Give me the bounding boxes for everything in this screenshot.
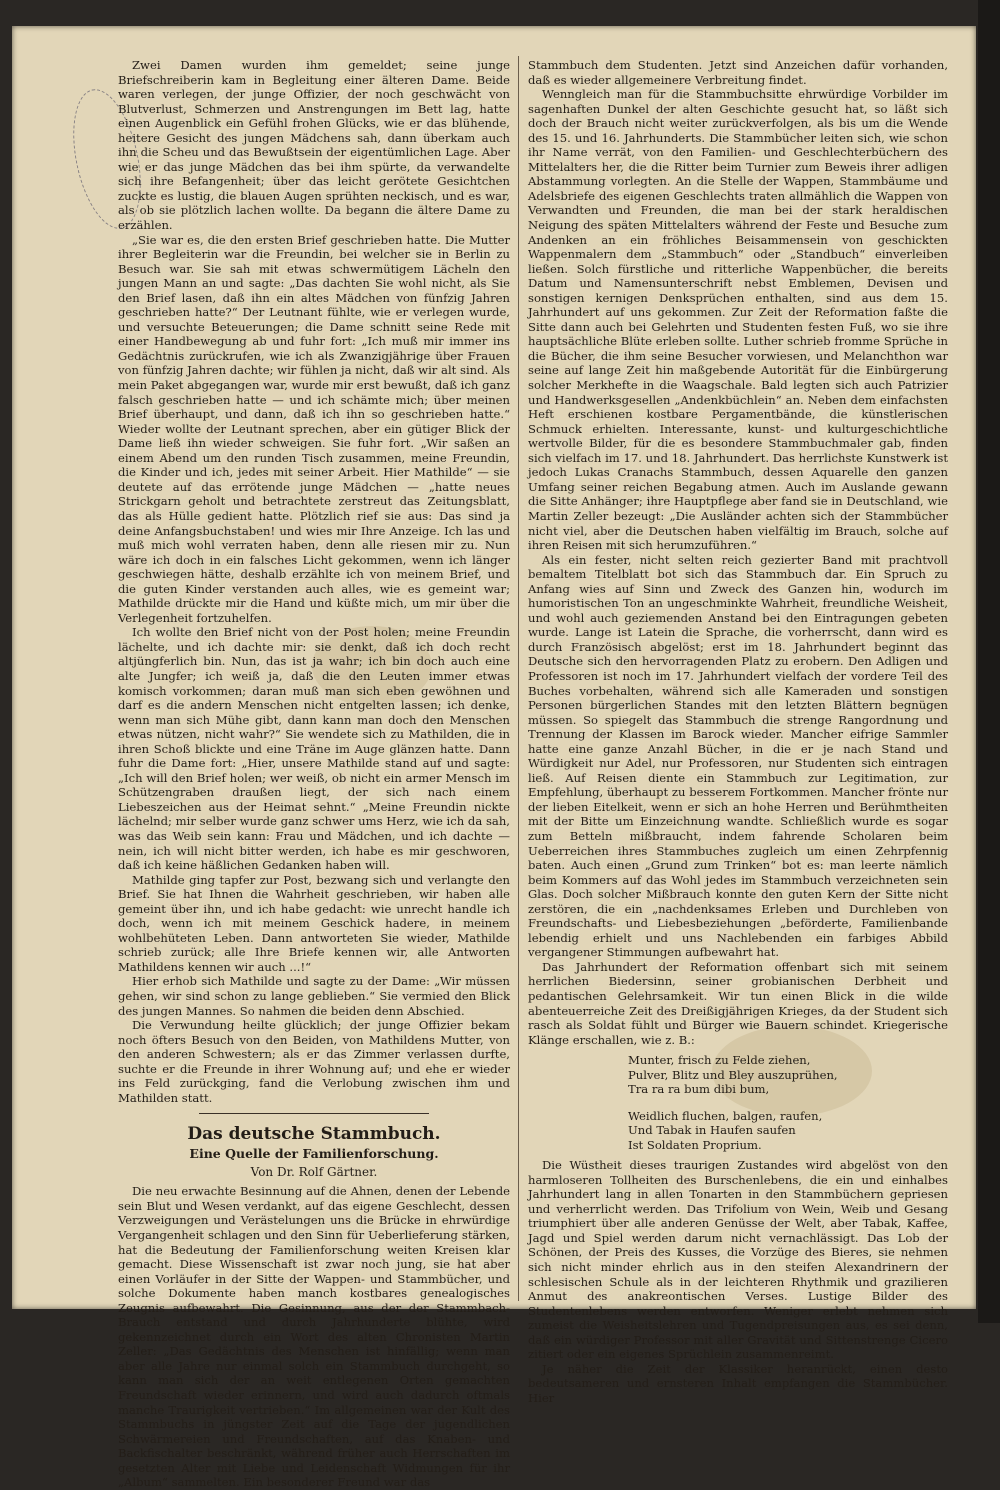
paragraph: Wenngleich man für die Stammbuchsitte ehrwürdige Vorbilder im sagenhaften Dunkel der alten Geschichte gesucht hat, so läßt sich doch der Brauch nicht weiter zurückverfolgen, als bis um die Wende des 15. und 16. Jahrhunderts. Die Stammbücher leiten sich, wie schon ihr Name verrät, von den Familien- und Geschlechterbüchern des Mittelalters her, die die Ritter beim Turnier zum Beweis ihrer adligen Abstammung vorlegten. An die Stelle der Wappen, Stammbäume und Adelsbriefe des eigenen Geschlechts traten allmählich die Wappen von Verwandten und Freunden, die man bei der stark heraldischen Neigung des späten Mittelalters während der Feste und Besuche zum Andenken an ein fröhliches Beisammensein von geschickten Wappenmalern dem „Stammbuch“ oder „Standbuch“ einverleiben ließen. Solch fürstliche und ritterliche Wappenbücher, die bereits Datum und Namensunterschrift nebst Emblemen, Devisen und sonstigen kernigen Denksprüchen enthalten, sind aus dem 15. Jahrhundert auf uns gekommen. Zur Zeit der Reformation faßte die Sitte dann auch bei Gelehrten und Studenten festen Fuß, wo sie ihre hauptsächliche Blüte erleben sollte. Luther schrieb fromme Sprüche in die Bücher, die ihm seine Besucher vorwiesen, und Melanchthon war seine auf lange Zeit hin maßgebende Autorität für die Einbürgerung solcher Merkhefte in die Waagschale. Bald legten sich auch Patrizier und Handwerksgesellen „Andenkbüchlein“ an. Neben dem einfachsten Heft erschienen kostbare Pergamentbände, die künstlerischen Schmuck erhielten. Interessante, kunst- und kulturgeschichtliche wertvolle Bilder, für die es besondere Stammbuchmaler gab, finden sich vielfach im 17. und 18. Jahrhundert. Das herrlichste Kunstwerk ist jedoch Lukas Cranachs Stammbuch, dessen Aquarelle den ganzen Umfang seiner reichen Begabung atmen. Auch im Auslande gewann die Sitte Anhänger; ihre Hauptpflege aber fand sie in Deutschland, wie Martin Zeller bezeugt: „Die Ausländer achten sich der Stammbücher nicht viel, aber die Deutschen haben vielfältig im Brauch, solche auf ihren Reisen mit sich herumzuführen.“ [528,87,948,553]
article-title: Das deutsche Stammbuch. [187,1124,441,1145]
poem-verse [628,1053,948,1152]
newspaper-page [12,26,976,1490]
article-author: Von Dr. Rolf Gärtner. [250,1165,378,1180]
paragraph: Stammbuch dem Studenten. Jetzt sind Anzeichen dafür vorhanden, daß es wieder allgemeinere Verbreitung findet. [528,58,948,87]
stanza-break [628,1097,948,1109]
right-column [528,58,948,1405]
left-column [118,58,510,1490]
paragraph: Die Wüstheit dieses traurigen Zustandes wird abgelöst von den harmloseren Tollheiten des Burschenlebens, die ein und einhalbes Jahrhundert lang in allen Tonarten in den Stammbüchern gepriesen und verherrlicht werden. Das Trifolium von Wein, Weib und Gesang triumphiert über alle anderen Genüsse der Welt, aber Tabak, Kaffee, Jagd und Spiel werden darum nicht vernachlässigt. Das Lob der Schönen, der Preis des Kusses, die Vorzüge des Bieres, sie nehmen sich nicht minder ehrlich aus in den steifen Alexandrinern der schlesischen Schule als in der leichteren Rhythmik und grazilieren Anmut des anakreontischen Verses. Lustige Bilder des Studentenlebens werden entworfen. Weniger erlebt nehmen sich zumeist die Weisheitslehren und Tugendpreisungen aus, es sei denn, daß ein würdiger Professor mit aller Gravität und Sittenstrenge Cicero zitiert oder ein eigenes Sprüchlein zusammenreimt. [528,1158,948,1362]
paragraph: Die neu erwachte Besinnung auf die Ahnen, denen der Lebende sein Blut und Wesen verdankt, auf das eigene Geschlecht, dessen Verzweigungen und Verästelungen uns die Brücke in ehrwürdige Vergangenheit schlagen und den Sinn für Ueberlieferung stärken, hat die Bedeutung der Familienforschung weiten Kreisen klar gemacht. Diese Wissenschaft ist zwar noch jung, sie hat aber einen Vorläufer in der Sitte der Wappen- und Stammbücher, und solche Dokumente haben manch kostbares genealogisches Zeugnis aufbewahrt. Die Gesinnung, aus der der Stammbach-Brauch entstand und durch Jahrhunderte blühte, wird gekennzeichnet durch ein Wort des alten Chronisten Martin Zeller: „Das Gedächtnis des Menschen ist hinfällig; wenn man aber alle Jahre nur einmal solch ein Stammbuch durchgeht, so kann man sich der an weit entlegenen Orten gemachten Freundschaft wieder erinnern, und wird auch dadurch oftmals manche Traurigkeit vertrieben.“ Im allgemeinen war der Kult des Stammbuchs in jüngster Zeit auf die Tage der jugendlichen Schwärmereien und Freundschaften, auf das Knaben- und Backfischalter beschränkt, während früher auch Herrschaften im gesetzten Alter mit Liebe und Leidenschaft Widmungen für ihr „Album“ sammelten. Ein besonderer Freund war das [118,1184,510,1490]
column-rule [518,56,519,1301]
article-separator [199,1113,429,1114]
paragraph: Zwei Damen wurden ihm gemeldet; seine junge Briefschreiberin kam in Begleitung einer älteren Dame. Beide waren verlegen, der junge Offizier, der noch geschwächt von Blutverlust, Schmerzen und Anstrengungen im Bett lag, hatte einen Augenblick ein Gefühl frohen Glücks, wie er das blühende, heitere Gesicht des jungen Mädchens sah, dann überkam auch ihn die Scheu und das Bewußtsein der eigentümlichen Lage. Aber wie er das junge Mädchen das bei ihm spürte, da verwandelte sich ihre Befangenheit; über das leicht gerötete Gesichtchen zuckte es lustig, die blauen Augen sprühten neckisch, und es war, als ob sie plötzlich lachen wollte. Da begann die ältere Dame zu erzählen. [118,58,510,233]
scan-border [978,0,1000,1323]
article-subtitle: Eine Quelle der Familienforschung. [189,1146,439,1162]
verse-line: Tra ra ra bum dibi bum, [628,1082,770,1097]
verse-line: Und Tabak in Haufen saufen [628,1123,796,1138]
paragraph: Je näher die Zeit der Klassiker heranrückt, einen desto bedeutsameren und ernsteren Inhalt empfangen die Stammbücher. Hier [528,1361,948,1405]
paragraph: Das Jahrhundert der Reformation offenbart sich mit seinem herrlichen Biedersinn, seiner grobianischen Derbheit und pedantischen Gelehrsamkeit. Wir tun einen Blick in die wilde abenteuerreiche Zeit des Dreißigjährigen Krieges, da der Student sich rasch als Soldat fühlt und Bürger wie Bauern schindet. Kriegerische Klänge erschallen, wie z. B.: [528,959,948,1047]
verse-line: Munter, frisch zu Felde ziehen, [628,1053,811,1068]
paragraph: Hier erhob sich Mathilde und sagte zu der Dame: „Wir müssen gehen, wir sind schon zu lange geblieben.“ Sie vermied den Blick des jungen Mannes. So nahmen die beiden denn Abschied. [118,974,510,1018]
verse-line: Pulver, Blitz und Bley auszuprühen, [628,1067,838,1082]
paragraph: „Sie war es, die den ersten Brief geschrieben hatte. Die Mutter ihrer Begleiterin war die Freundin, bei welcher sie in Berlin zu Besuch war. Sie sah mit etwas schwermütigem Lächeln den jungen Mann an und sagte: „Das dachten Sie wohl nicht, als Sie den Brief lasen, daß ihn ein altes Mädchen von fünfzig Jahren geschrieben hatte?“ Der Leutnant fühlte, wie er verlegen wurde, und versuchte Beteuerungen; die Dame schnitt seine Rede mit einer Handbewegung ab und fuhr fort: „Ich muß mir immer ins Gedächtnis zurückrufen, wie ich als Zwanzigjährige über Frauen von fünfzig Jahren dachte; wir fühlen ja nicht, daß wir alt sind. Als mein Paket abgegangen war, wurde mir erst bewußt, daß ich ganz falsch geschrieben hatte — und ich schämte mich; über meinen Brief überhaupt, und dann, daß ich ihn so geschrieben hatte.“ Wieder wollte der Leutnant sprechen, aber ein gütiger Blick der Dame ließ ihn wieder schweigen. Sie fuhr fort. „Wir saßen an einem Abend um den runden Tisch zusammen, meine Freundin, die Kinder und ich, jedes mit seiner Arbeit. Hier Mathilde“ — sie deutete auf das errötende junge Mädchen — „hatte neues Strickgarn geholt und betrachtete zerstreut das Zeitungsblatt, das als Hülle gedient hatte. Plötzlich rief sie aus: Das sind ja deine Anfangsbuchstaben! und wies mir Ihre Anzeige. Ich las und muß mich wohl verraten haben, denn alle riesen mir zu. Nun wäre ich doch in ein falsches Licht gekommen, wenn ich länger geschwiegen hätte, deshalb erzählte ich von meinem Brief, und die guten Kinder verstanden auch alles, wie es gemeint war; Mathilde drückte mir die Hand und küßte mich, um mir über die Verlegenheit fortzuhelfen. [118,232,510,625]
paragraph: Mathilde ging tapfer zur Post, bezwang sich und verlangte den Brief. Sie hat Ihnen die Wahrheit geschrieben, wir haben alle gemeint über ihn, und ich habe gedacht: wie unrecht handle ich doch, wenn ich mit meinem Geschick hadere, in meinem wohlbehüteten Leben. Dann antworteten Sie wieder, Mathilde schrieb zurück; alle Ihre Briefe kennen wir, alle Antworten Mathildens kennen wir auch ...!“ [118,872,510,974]
verse-line: Ist Soldaten Proprium. [628,1137,762,1152]
paragraph: Als ein fester, nicht selten reich gezierter Band mit prachtvoll bemaltem Titelblatt bot sich das Stammbuch dar. Ein Spruch zu Anfang wies auf Sinn und Zweck des Ganzen hin, wodurch im humoristischen Ton an ungeschminkte Wahrheit, freundliche Weisheit, und wohl auch geziemenden Anstand bei den Eintragungen gebeten wurde. Lange ist Latein die Sprache, die vorherrscht, dann wird es durch Französisch abgelöst; erst im 18. Jahrhundert beginnt das Deutsche sich den hervorragenden Platz zu erobern. Den Adligen und Professoren ist noch im 17. Jahrhundert vielfach der vordere Teil des Buches vorbehalten, während sich alle Kameraden und sonstigen Personen bürgerlichen Standes mit den letzten Blättern begnügen müssen. So spiegelt das Stammbuch die strenge Rangordnung und Trennung der Klassen im Barock wieder. Mancher eifrige Sammler hatte eine ganze Anzahl Bücher, in die er je nach Stand und Würdigkeit nur Adel, nur Professoren, nur Studenten sich eintragen ließ. Auf Reisen diente ein Stammbuch zur Legitimation, zur Empfehlung, überhaupt zu besserem Fortkommen. Mancher frönte nur der lieben Eitelkeit, wenn er sich an hohe Herren und Berühmtheiten mit der Bitte um Einzeichnung wandte. Schließlich wurde es sogar zum Betteln mißbraucht, indem fahrende Scholaren beim Ueberreichen ihres Stammbuches zugleich um einen Zehrpfennig baten. Auch einen „Grund zum Trinken“ bot es: man leerte nämlich beim Kommers auf das Wohl jedes im Stammbuch verzeichneten sein Glas. Doch solcher Mißbrauch konnte den guten Kern der Sitte nicht zerstören, die ein „nachdenksames Erleben und Durchleben von Freundschafts- und Liebesbeziehungen „beförderte, Familienbande lebendig erhielt und uns Nachlebenden ein farbiges Abbild vergangener Stimmungen aufbewahrt hat. [528,552,948,960]
story-continuation [118,58,510,1105]
paragraph: Die Verwundung heilte glücklich; der junge Offizier bekam noch öfters Besuch von den Beiden, von Mathildens Mutter, von den anderen Schwestern; als er das Zimmer verlassen durfte, suchte er die Freunde in ihrer Wohnung auf; und ehe er wieder ins Feld zurückging, fand die Verlobung zwischen ihm und Mathilden statt. [118,1018,510,1105]
paragraph: Ich wollte den Brief nicht von der Post holen; meine Freundin lächelte, und ich dachte mir: sie denkt, daß ich doch recht altjüngferlich bin. Nun, das ist ja wahr; ich bin doch auch eine alte Jungfer; ich weiß ja, daß die den Leuten immer etwas komisch vorkommen; daran muß man sich eben gewöhnen und darf es die andern Menschen nicht entgelten lassen; ich denke, wenn man sich Mühe gibt, dann kann man doch den Menschen etwas nützen, nicht wahr?“ Sie wendete sich zu Mathilden, die in ihren Schoß blickte und eine Träne im Auge glänzen hatte. Dann fuhr die Dame fort: „Hier, unsere Mathilde stand auf und sagte: „Ich will den Brief holen; wer weiß, ob nicht ein armer Mensch im Schützengraben draußen liegt, der sich nach einem Liebeszeichen aus der Heimat sehnt.“ „Meine Freundin nickte lächelnd; mir selber wurde ganz schwer ums Herz, wie ich da sah, was das Weib sein kann: Frau und Mädchen, und ich dachte — nein, ich will nicht bitter werden, ich habe es mir geschworen, daß ich keine häßlichen Gedanken haben will. [118,625,510,873]
verse-line: Weidlich fluchen, balgen, raufen, [628,1108,823,1123]
